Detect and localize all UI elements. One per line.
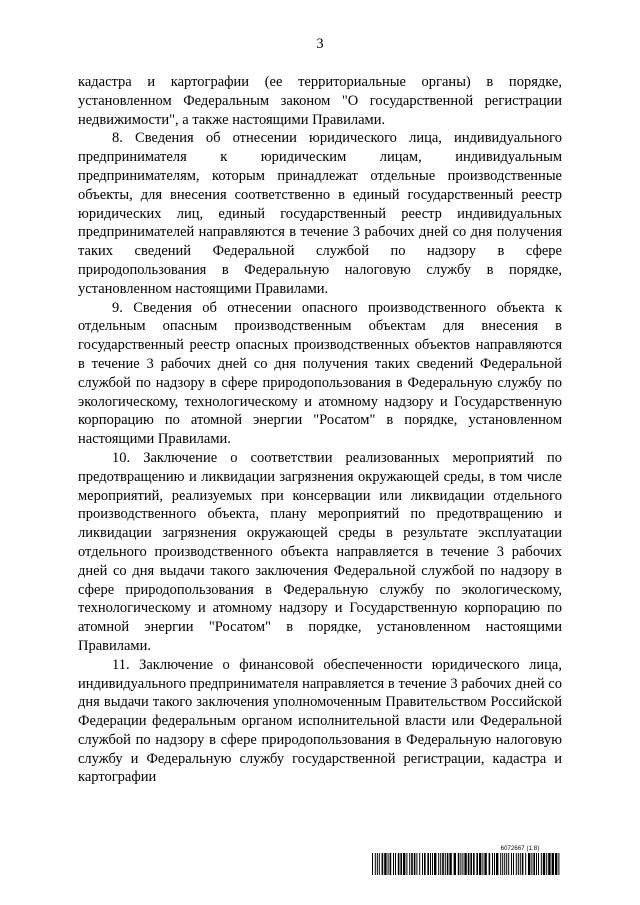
paragraph-11: 11. Заключение о финансовой обеспеченности юридического лица, индивидуального предпринимателя направляется в течение 3 рабочих дней со дня выдачи такого заключения уполномоченным Правительством Российской Федерации федеральным органом исполнительной власти или Федеральной службой по надзору в сфере природопользования в Федеральную налоговую службу и Федеральную службу государственной регистрации, кадастра и картографии xyxy=(78,656,562,786)
document-body xyxy=(78,73,562,787)
paragraph-continuation: кадастра и картографии (ее территориальные органы) в порядке, установленном Федеральным законом "О государственной регистрации недвижимости", а также настоящими Правилами. xyxy=(78,74,562,128)
barcode-icon xyxy=(372,853,560,875)
document-code: 6072667 (1.8) xyxy=(500,846,540,852)
paragraph-10: 10. Заключение о соответствии реализованных мероприятий по предотвращению и ликвидации загрязнения окружающей среды, в том числе мероприятий, реализуемых при консервации или ликвидации отдельного производственного объекта, плану мероприятий по предотвращению и ликвидации загрязнения окружающей среды в результате эксплуатации отдельного производственного объекта направляется в течение 3 рабочих дней со дня выдачи такого заключения Федеральной службой по надзору в сфере природопользования в Федеральную службу по экологическому, технологическому и атомному надзору и Государственную корпорацию по атомной энергии "Росатом" в порядке, установленном настоящими Правилами. xyxy=(78,449,562,654)
paragraph-9: 9. Сведения об отнесении опасного производственного объекта к отдельным опасным производственным объектам для внесения в государственный реестр опасных производственных объектов направляются в течение 3 рабочих дней со дня получения таких сведений Федеральной службой по надзору в сфере природопользования в Федеральную службу по экологическому, технологическому и атомному надзору и Государственную корпорацию по атомной энергии "Росатом" в порядке, установленном настоящими Правилами. xyxy=(78,299,562,448)
page-number: 3 xyxy=(316,36,324,52)
paragraph-8: 8. Сведения об отнесении юридического лица, индивидуального предпринимателя к юридическим лицам, индивидуальным предпринимателям, которым принадлежат отдельные производственные объекты, для внесения соответственно в единый государственный реестр юридических лиц, единый государственный реестр индивидуальных предпринимателей направляются в течение 3 рабочих дней со дня получения таких сведений Федеральной службой по надзору в сфере природопользования в Федеральную налоговую службу в порядке, установленном настоящими Правилами. xyxy=(78,130,562,297)
